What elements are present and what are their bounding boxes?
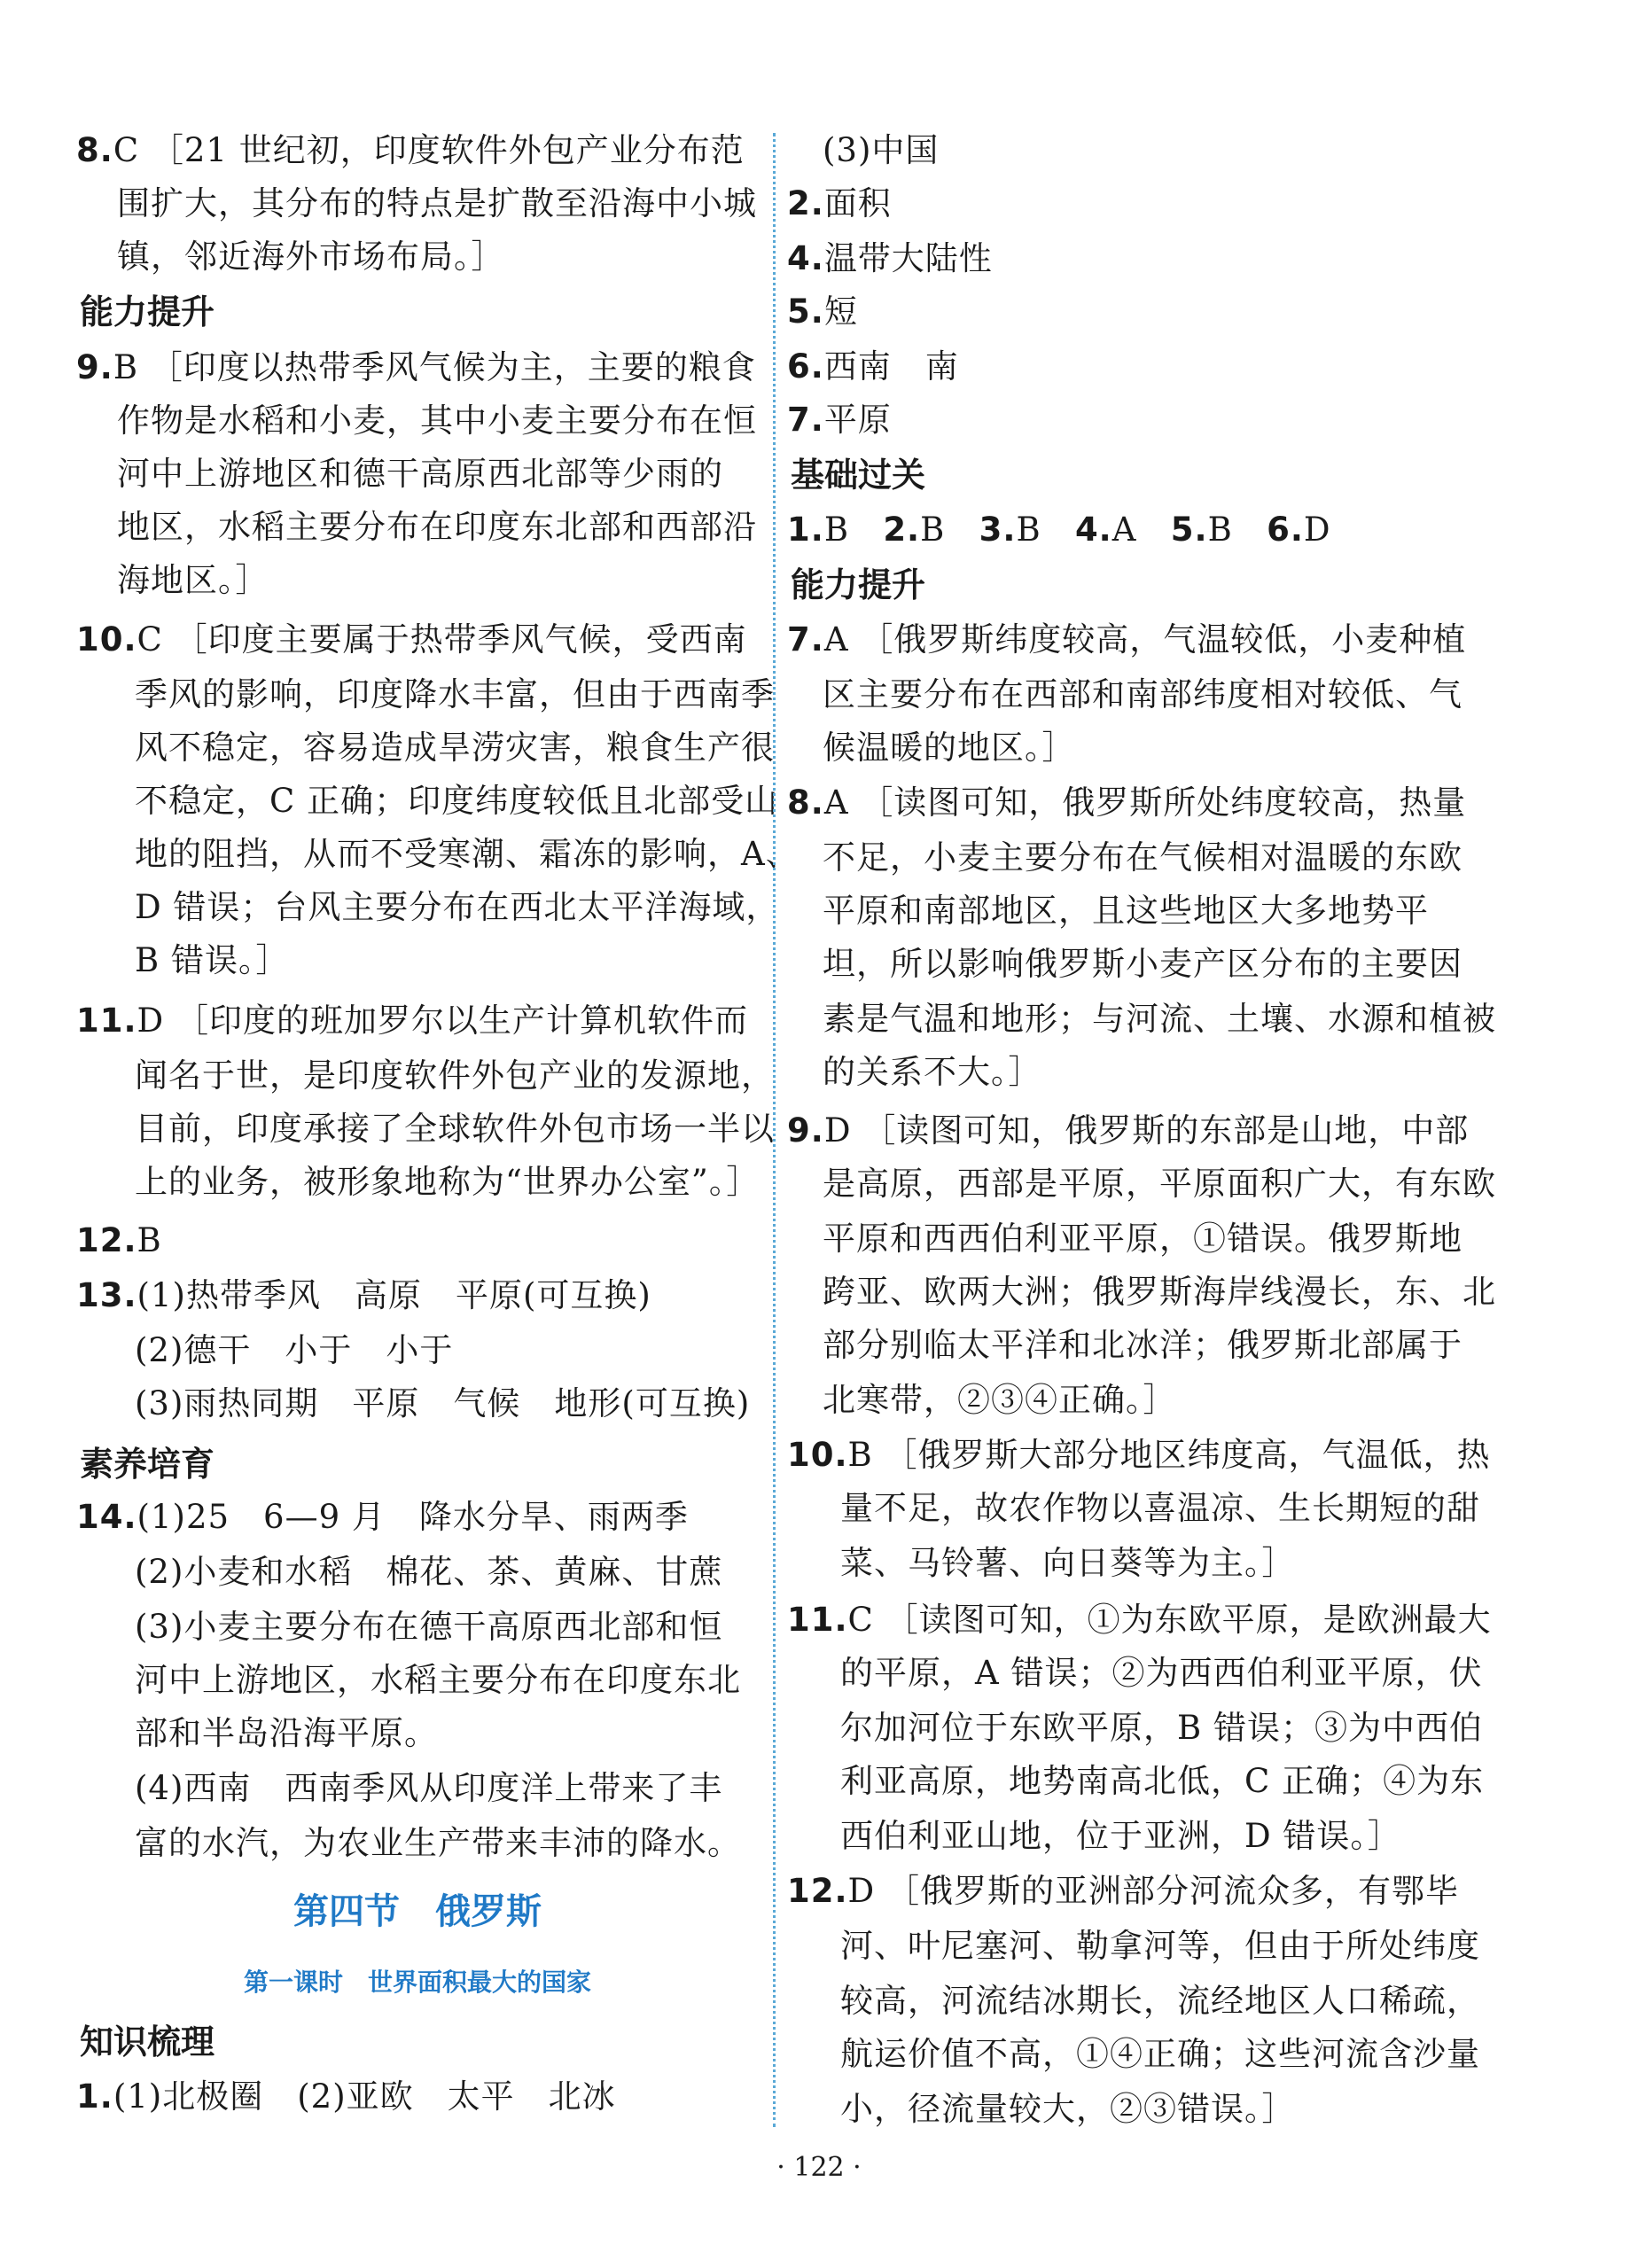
- knowledge-2: 2.面积: [787, 184, 892, 222]
- answer-11-line-1: 11.D ［印度的班加罗尔以生产计算机软件而: [76, 1002, 748, 1040]
- answer-8r-line-1: 8.A ［读图可知，俄罗斯所处纬度较高，热量: [787, 783, 1467, 822]
- answer-10-line-7: B 错误。］: [135, 941, 290, 979]
- answer-number: 10.: [76, 620, 137, 659]
- heading-basic: 基础过关: [791, 456, 926, 495]
- answer-10r-line-3: 菜、马铃薯、向日葵等为主。］: [840, 1544, 1296, 1582]
- heading-knowledge: 知识梳理: [80, 2022, 215, 2061]
- answer-9-line-2: 作物是水稻和小麦，其中小麦主要分布在恒: [117, 401, 757, 440]
- answer-number: 4.: [787, 239, 824, 277]
- answer-9-line-4: 地区，水稻主要分布在印度东北部和西部沿: [117, 508, 757, 546]
- knowledge-7: 7.平原: [787, 401, 892, 439]
- answer-10-line-3: 风不稳定，容易造成旱涝灾害，粮食生产很: [135, 729, 775, 767]
- knowledge-6: 6.西南 南: [787, 347, 959, 386]
- page-number: · 122 ·: [776, 2152, 862, 2183]
- answer-number: 6.: [787, 347, 824, 386]
- answer-13-line-3: (3)雨热同期 平原 气候 地形(可互换): [135, 1384, 751, 1422]
- answer-number: 11.: [76, 1002, 137, 1040]
- answer-14-line-4: 河中上游地区，水稻主要分布在印度东北: [135, 1661, 741, 1699]
- answer-10-line-5: 地的阻挡，从而不受寒潮、霜冻的影响，A、: [135, 835, 800, 873]
- answer-10-line-2: 季风的影响，印度降水丰富，但由于西南季: [135, 675, 775, 713]
- answer-11r-line-3: 尔加河位于东欧平原，B 错误；③为中西伯: [840, 1709, 1483, 1747]
- answer-number: 11.: [787, 1601, 848, 1639]
- answer-number: 2.: [787, 184, 824, 222]
- answer-7-line-3: 候温暖的地区。］: [823, 729, 1076, 767]
- knowledge-5: 5.短: [787, 292, 858, 331]
- answer-9r-line-5: 部分别临太平洋和北冰洋；俄罗斯北部属于: [823, 1326, 1462, 1364]
- answer-8r-line-5: 素是气温和地形；与河流、土壤、水源和植被: [823, 1000, 1496, 1038]
- heading-literacy: 素养培育: [80, 1445, 215, 1484]
- answer-number: 12.: [76, 1221, 137, 1259]
- answer-number: 7.: [787, 401, 824, 439]
- basic-answer-4: 4.A: [1074, 510, 1137, 549]
- answer-7-line-2: 区主要分布在西部和南部纬度相对较低、气: [823, 675, 1462, 713]
- answer-number: 12.: [787, 1872, 848, 1910]
- answer-9r-line-4: 跨亚、欧两大洲；俄罗斯海岸线漫长，东、北: [823, 1273, 1496, 1311]
- answer-12r-line-3: 较高，河流结冰期长，流经地区人口稀疏，: [840, 1982, 1480, 2020]
- answer-10-line-6: D 错误；台风主要分布在西北太平洋海域，: [135, 888, 780, 926]
- heading-ability-right: 能力提升: [791, 565, 926, 604]
- answer-number: 14.: [76, 1498, 137, 1536]
- lesson-title: 第一课时 世界面积最大的国家: [243, 1968, 591, 1997]
- answer-11-line-3: 目前，印度承接了全球软件外包市场一半以: [135, 1110, 775, 1148]
- answer-12r-line-5: 小，径流量较大，②③错误。］: [840, 2090, 1296, 2128]
- answer-number: 5.: [787, 292, 824, 331]
- answer-10-line-1: 10.C ［印度主要属于热带季风气候，受西南: [76, 620, 747, 659]
- answer-number: 9.: [76, 348, 113, 386]
- basic-answer-5: 5.B: [1170, 510, 1233, 549]
- answer-9-line-1: 9.B ［印度以热带季风气候为主，主要的粮食: [76, 348, 756, 386]
- knowledge-4: 4.温带大陆性: [787, 239, 993, 277]
- answer-11-line-4: 上的业务，被形象地称为“世界办公室”。］: [135, 1163, 760, 1201]
- column-divider: [773, 133, 776, 2127]
- knowledge-1: 1.(1)北极圈 (2)亚欧 太平 北冰: [76, 2077, 616, 2116]
- answer-14-line-2: (2)小麦和水稻 棉花、茶、黄麻、甘蔗: [135, 1553, 723, 1591]
- answer-12r-line-4: 航运价值不高，①④正确；这些河流含沙量: [840, 2035, 1480, 2073]
- answer-14-line-1: 14.(1)25 6—9 月 降水分旱、雨两季: [76, 1498, 689, 1536]
- section-title: 第四节 俄罗斯: [293, 1891, 542, 1932]
- answer-9r-line-1: 9.D ［读图可知，俄罗斯的东部是山地，中部: [787, 1111, 1470, 1150]
- answer-8r-line-4: 坦，所以影响俄罗斯小麦产区分布的主要因: [823, 945, 1462, 983]
- answer-number: 8.: [787, 783, 824, 822]
- basic-answer-6: 6.D: [1267, 510, 1331, 549]
- answer-11r-line-1: 11.C ［读图可知，①为东欧平原，是欧洲最大: [787, 1601, 1492, 1639]
- basic-answer-1: 1.B: [787, 510, 850, 549]
- answer-13-line-2: (2)德干 小于 小于: [135, 1331, 454, 1369]
- basic-answers-row: [787, 510, 1331, 549]
- answer-11r-line-2: 的平原，A 错误；②为西西伯利亚平原，伏: [840, 1654, 1483, 1692]
- answer-14-line-6: (4)西南 西南季风从印度洋上带来了丰: [135, 1769, 723, 1807]
- answer-number: 9.: [787, 1111, 824, 1150]
- answer-14-line-7: 富的水汽，为农业生产带来丰沛的降水。: [135, 1824, 741, 1862]
- answer-10r-line-2: 量不足，故农作物以喜温凉、生长期短的甜: [840, 1489, 1480, 1527]
- heading-ability: 能力提升: [80, 292, 215, 331]
- answer-7-line-1: 7.A ［俄罗斯纬度较高，气温较低，小麦种植: [787, 620, 1467, 659]
- answer-number: 10.: [787, 1436, 848, 1474]
- knowledge-1-continued: (3)中国: [823, 131, 940, 169]
- answer-11r-line-4: 利亚高原，地势南高北低，C 正确；④为东: [840, 1762, 1485, 1800]
- answer-8r-line-2: 不足，小麦主要分布在气候相对温暖的东欧: [823, 838, 1462, 877]
- basic-answer-3: 3.B: [979, 510, 1041, 549]
- answer-number: 8.: [76, 131, 113, 169]
- answer-10r-line-1: 10.B ［俄罗斯大部分地区纬度高，气温低，热: [787, 1436, 1491, 1474]
- answer-14-line-3: (3)小麦主要分布在德干高原西北部和恒: [135, 1608, 723, 1646]
- answer-8-line-1: 8.C ［21 世纪初，印度软件外包产业分布范: [76, 131, 745, 169]
- answer-12r-line-2: 河、叶尼塞河、勒拿河等，但由于所处纬度: [840, 1927, 1480, 1965]
- answer-14-line-5: 部和半岛沿海平原。: [135, 1714, 438, 1752]
- answer-9r-line-3: 平原和西西伯利亚平原，①错误。俄罗斯地: [823, 1220, 1462, 1258]
- answer-8-line-3: 镇，邻近海外市场布局。］: [117, 238, 505, 276]
- answer-11-line-2: 闻名于世，是印度软件外包产业的发源地，: [135, 1056, 775, 1095]
- answer-8r-line-6: 的关系不大。］: [823, 1053, 1042, 1091]
- answer-9r-line-2: 是高原，西部是平原，平原面积广大，有东欧: [823, 1165, 1496, 1203]
- answer-8r-line-3: 平原和南部地区，且这些地区大多地势平: [823, 892, 1429, 930]
- answer-12: 12.B: [76, 1221, 162, 1259]
- answer-12r-line-1: 12.D ［俄罗斯的亚洲部分河流众多，有鄂毕: [787, 1872, 1459, 1910]
- answer-8-line-2: 围扩大，其分布的特点是扩散至沿海中小城: [117, 184, 757, 222]
- answer-number: 7.: [787, 620, 824, 659]
- answer-number: 13.: [76, 1276, 137, 1314]
- answer-9-line-3: 河中上游地区和德干高原西北部等少雨的: [117, 455, 723, 493]
- answer-13-line-1: 13.(1)热带季风 高原 平原(可互换): [76, 1276, 651, 1314]
- basic-answer-2: 2.B: [883, 510, 946, 549]
- answer-9r-line-6: 北寒带，②③④正确。］: [823, 1381, 1177, 1419]
- answer-11r-line-5: 西伯利亚山地，位于亚洲，D 错误。］: [840, 1817, 1401, 1855]
- answer-10-line-4: 不稳定，C 正确；印度纬度较低且北部受山: [135, 782, 779, 820]
- answer-9-line-5: 海地区。］: [117, 561, 269, 599]
- answer-number: 1.: [76, 2077, 113, 2116]
